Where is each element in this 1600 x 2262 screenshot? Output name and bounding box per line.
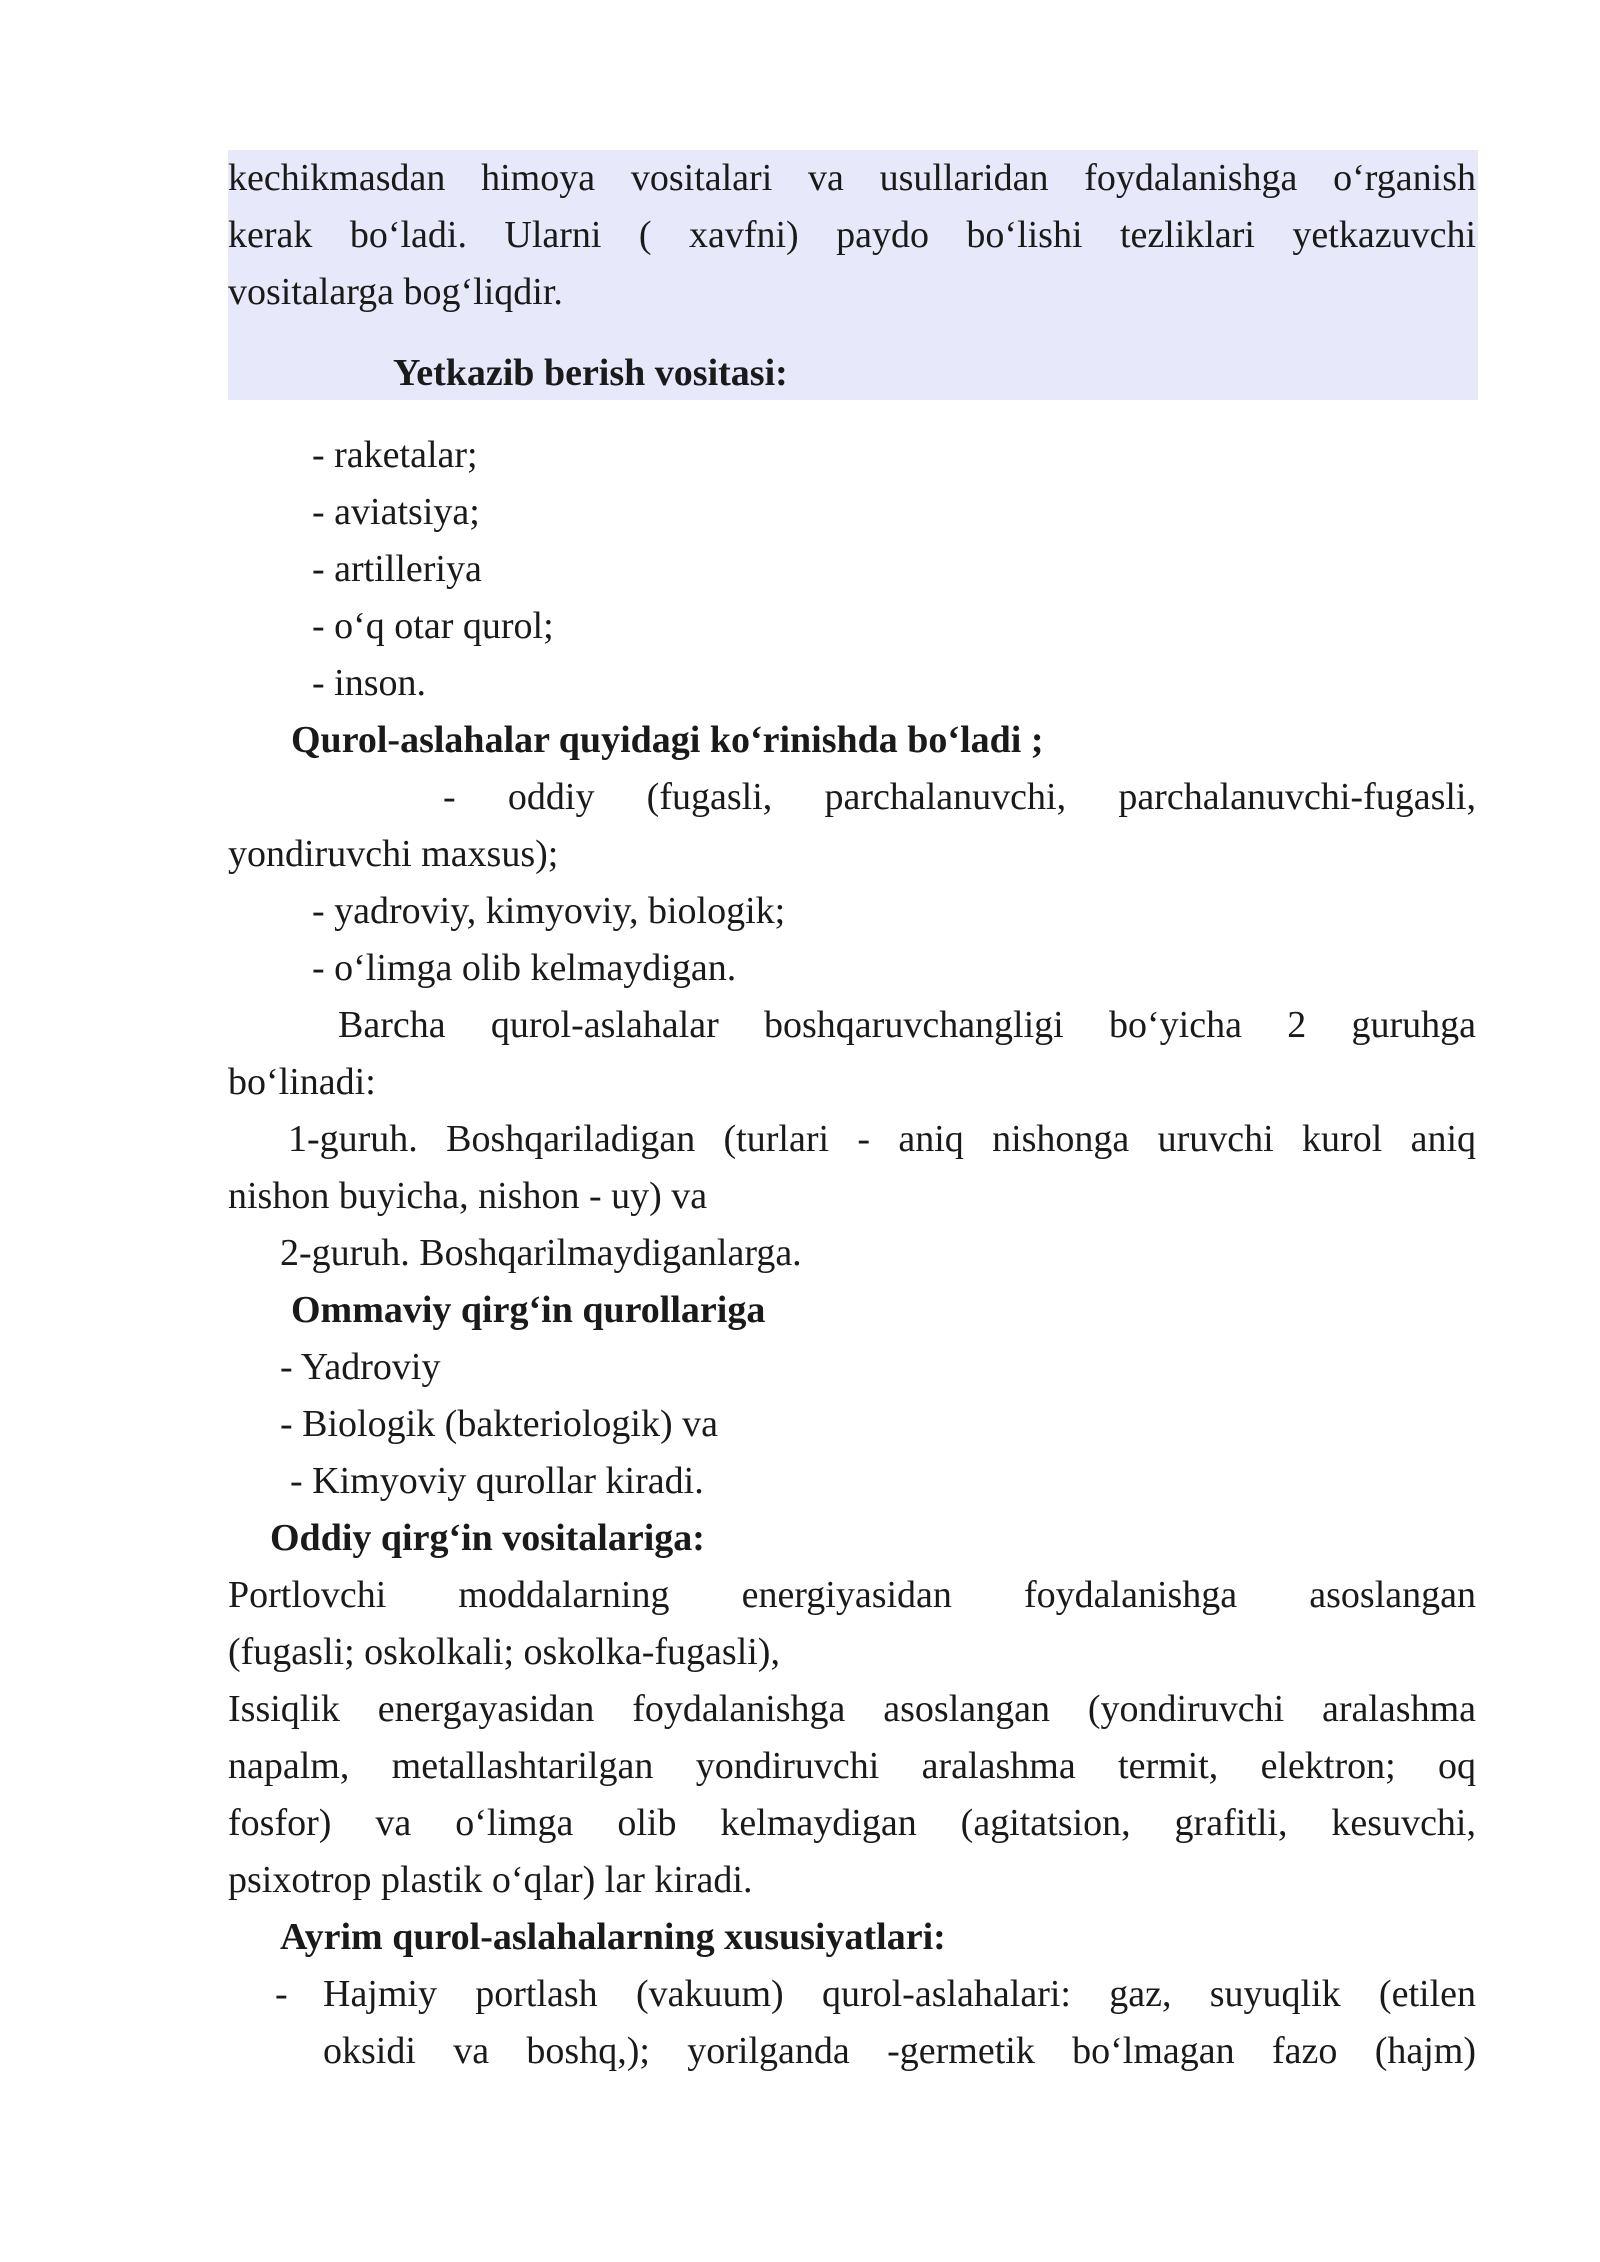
delivery-heading: Yetkazib berish vositasi: <box>393 352 788 394</box>
features-line: Hajmiy portlash (vakuum) qurol-aslahalari: gaz, suyuqlik (etilen <box>323 1973 1476 2015</box>
control-line: 2-guruh. Boshqarilmaydiganlarga. <box>280 1232 802 1274</box>
delivery-item: - artilleriya <box>312 548 482 590</box>
ordinary-line: psixotrop plastik o‘qlar) lar kiradi. <box>228 1859 753 1901</box>
control-line: Barcha qurol-aslahalar boshqaruvchangligi bo‘yicha 2 guruhga <box>338 1004 1476 1046</box>
ordinary-line: Issiqlik energayasidan foydalanishga asoslangan (yondiruvchi aralashma <box>228 1688 1476 1730</box>
weapons-line: - yadroviy, kimyoviy, biologik; <box>312 890 786 932</box>
control-line: nishon buyicha, nishon - uy) va <box>228 1175 708 1217</box>
features-heading: Ayrim qurol-aslahalarning xususiyatlari: <box>280 1916 946 1958</box>
intro-line: vositalarga bog‘liqdir. <box>228 271 563 313</box>
weapons-line: - oddiy (fugasli, parchalanuvchi, parchalanuvchi-fugasli, <box>443 776 1476 818</box>
weapons-line: yondiruvchi maxsus); <box>228 833 559 875</box>
features-bullet: - <box>275 1973 288 2015</box>
control-line: 1-guruh. Boshqariladigan (turlari - aniq nishonga uruvchi kurol aniq <box>288 1118 1476 1160</box>
mass-heading: Ommaviy qirg‘in qurollariga <box>291 1289 766 1331</box>
control-line: bo‘linadi: <box>228 1061 376 1103</box>
ordinary-heading: Oddiy qirg‘in vositalariga: <box>270 1517 705 1559</box>
delivery-item: - o‘q otar qurol; <box>312 605 554 647</box>
ordinary-line: napalm, metallashtarilgan yondiruvchi aralashma termit, elektron; oq <box>228 1745 1476 1787</box>
intro-line: kechikmasdan himoya vositalari va usullaridan foydalanishga o‘rganish <box>228 157 1476 199</box>
features-line: oksidi va boshq,); yorilganda -germetik bo‘lmagan fazo (hajm) <box>323 2030 1476 2072</box>
mass-item: - Kimyoviy qurollar kiradi. <box>290 1460 704 1502</box>
delivery-item: - raketalar; <box>312 434 478 476</box>
ordinary-line: Portlovchi moddalarning energiyasidan foydalanishga asoslangan <box>228 1574 1476 1616</box>
intro-line: kerak bo‘ladi. Ularni ( xavfni) paydo bo‘lishi tezliklari yetkazuvchi <box>228 214 1476 256</box>
ordinary-line: (fugasli; oskolkali; oskolka-fugasli), <box>228 1631 780 1673</box>
ordinary-line: fosfor) va o‘limga olib kelmaydigan (agitatsion, grafitli, kesuvchi, <box>228 1802 1476 1844</box>
mass-item: - Biologik (bakteriologik) va <box>280 1403 718 1445</box>
delivery-item: - inson. <box>312 662 426 704</box>
mass-item: - Yadroviy <box>280 1346 441 1388</box>
delivery-item: - aviatsiya; <box>312 491 480 533</box>
weapons-heading: Qurol-aslahalar quyidagi ko‘rinishda bo‘ladi ; <box>291 719 1044 761</box>
weapons-line: - o‘limga olib kelmaydigan. <box>312 947 737 989</box>
